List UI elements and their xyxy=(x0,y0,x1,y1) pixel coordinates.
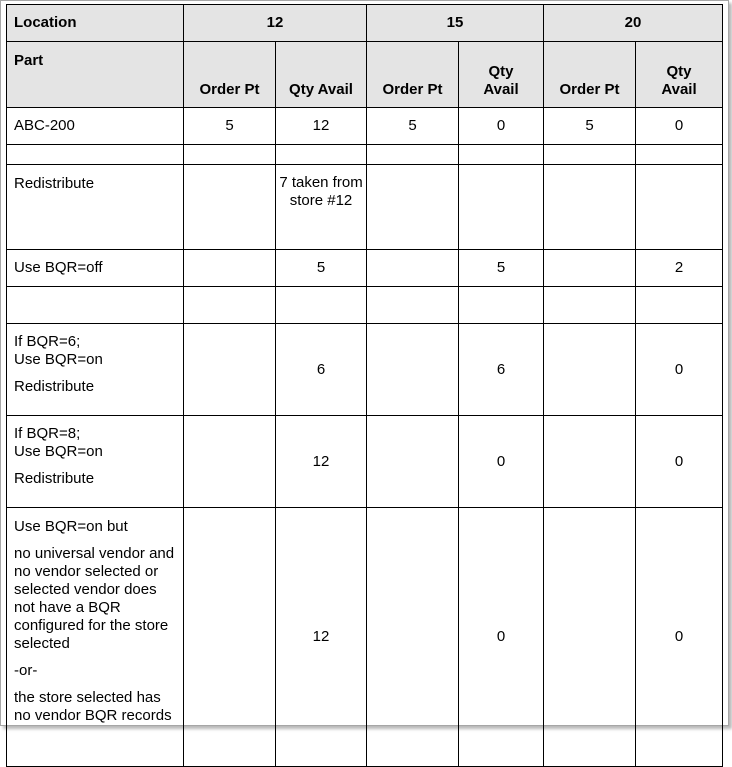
table-row xyxy=(7,108,723,145)
location-header: Location xyxy=(7,5,184,42)
header-row-part xyxy=(7,42,723,108)
store-12-header: 12 xyxy=(184,5,367,42)
redistribute-note: 7 taken from store #12 xyxy=(276,165,367,250)
value-cell: 0 xyxy=(459,508,544,767)
value-cell: 12 xyxy=(276,508,367,767)
value-cell: 0 xyxy=(636,324,723,416)
store-20-header: 20 xyxy=(544,5,723,42)
value-cell: 5 xyxy=(459,250,544,287)
value-cell: 5 xyxy=(544,108,636,145)
value-cell: 5 xyxy=(184,108,276,145)
value-cell: 6 xyxy=(276,324,367,416)
table-row xyxy=(7,165,723,250)
scenario-label: Use BQR=off xyxy=(7,250,184,287)
scenario-label: Redistribute xyxy=(7,165,184,250)
value-cell: 5 xyxy=(367,108,459,145)
scenario-label: If BQR=6; Use BQR=on Redistribute xyxy=(7,324,184,416)
order-pt-header-20: Order Pt xyxy=(544,42,636,108)
part-header: Part xyxy=(7,42,184,108)
value-cell: 6 xyxy=(459,324,544,416)
table-row xyxy=(7,324,723,416)
order-pt-header-12: Order Pt xyxy=(184,42,276,108)
table-row xyxy=(7,416,723,508)
value-cell: 2 xyxy=(636,250,723,287)
bqr-table xyxy=(6,4,723,767)
part-cell: ABC-200 xyxy=(7,108,184,145)
table-row xyxy=(7,508,723,767)
order-pt-header-15: Order Pt xyxy=(367,42,459,108)
store-15-header: 15 xyxy=(367,5,544,42)
value-cell: 12 xyxy=(276,416,367,508)
value-cell: 0 xyxy=(636,508,723,767)
qty-avail-header-12: Qty Avail xyxy=(276,42,367,108)
blank-row xyxy=(7,145,723,165)
value-cell: 12 xyxy=(276,108,367,145)
value-cell: 0 xyxy=(459,108,544,145)
qty-avail-header-15: Qty Avail xyxy=(459,42,544,108)
value-cell: 0 xyxy=(636,416,723,508)
scenario-label: If BQR=8; Use BQR=on Redistribute xyxy=(7,416,184,508)
blank-row xyxy=(7,287,723,324)
qty-avail-header-20: Qty Avail xyxy=(636,42,723,108)
value-cell: 0 xyxy=(636,108,723,145)
scenario-label: Use BQR=on but no universal vendor and no vendor selected or selected vendor does not have a BQR configured for the store selected -or- the store selected has no vendor BQR records xyxy=(7,508,184,767)
value-cell: 5 xyxy=(276,250,367,287)
value-cell: 0 xyxy=(459,416,544,508)
table-row xyxy=(7,250,723,287)
header-row-location xyxy=(7,5,723,42)
